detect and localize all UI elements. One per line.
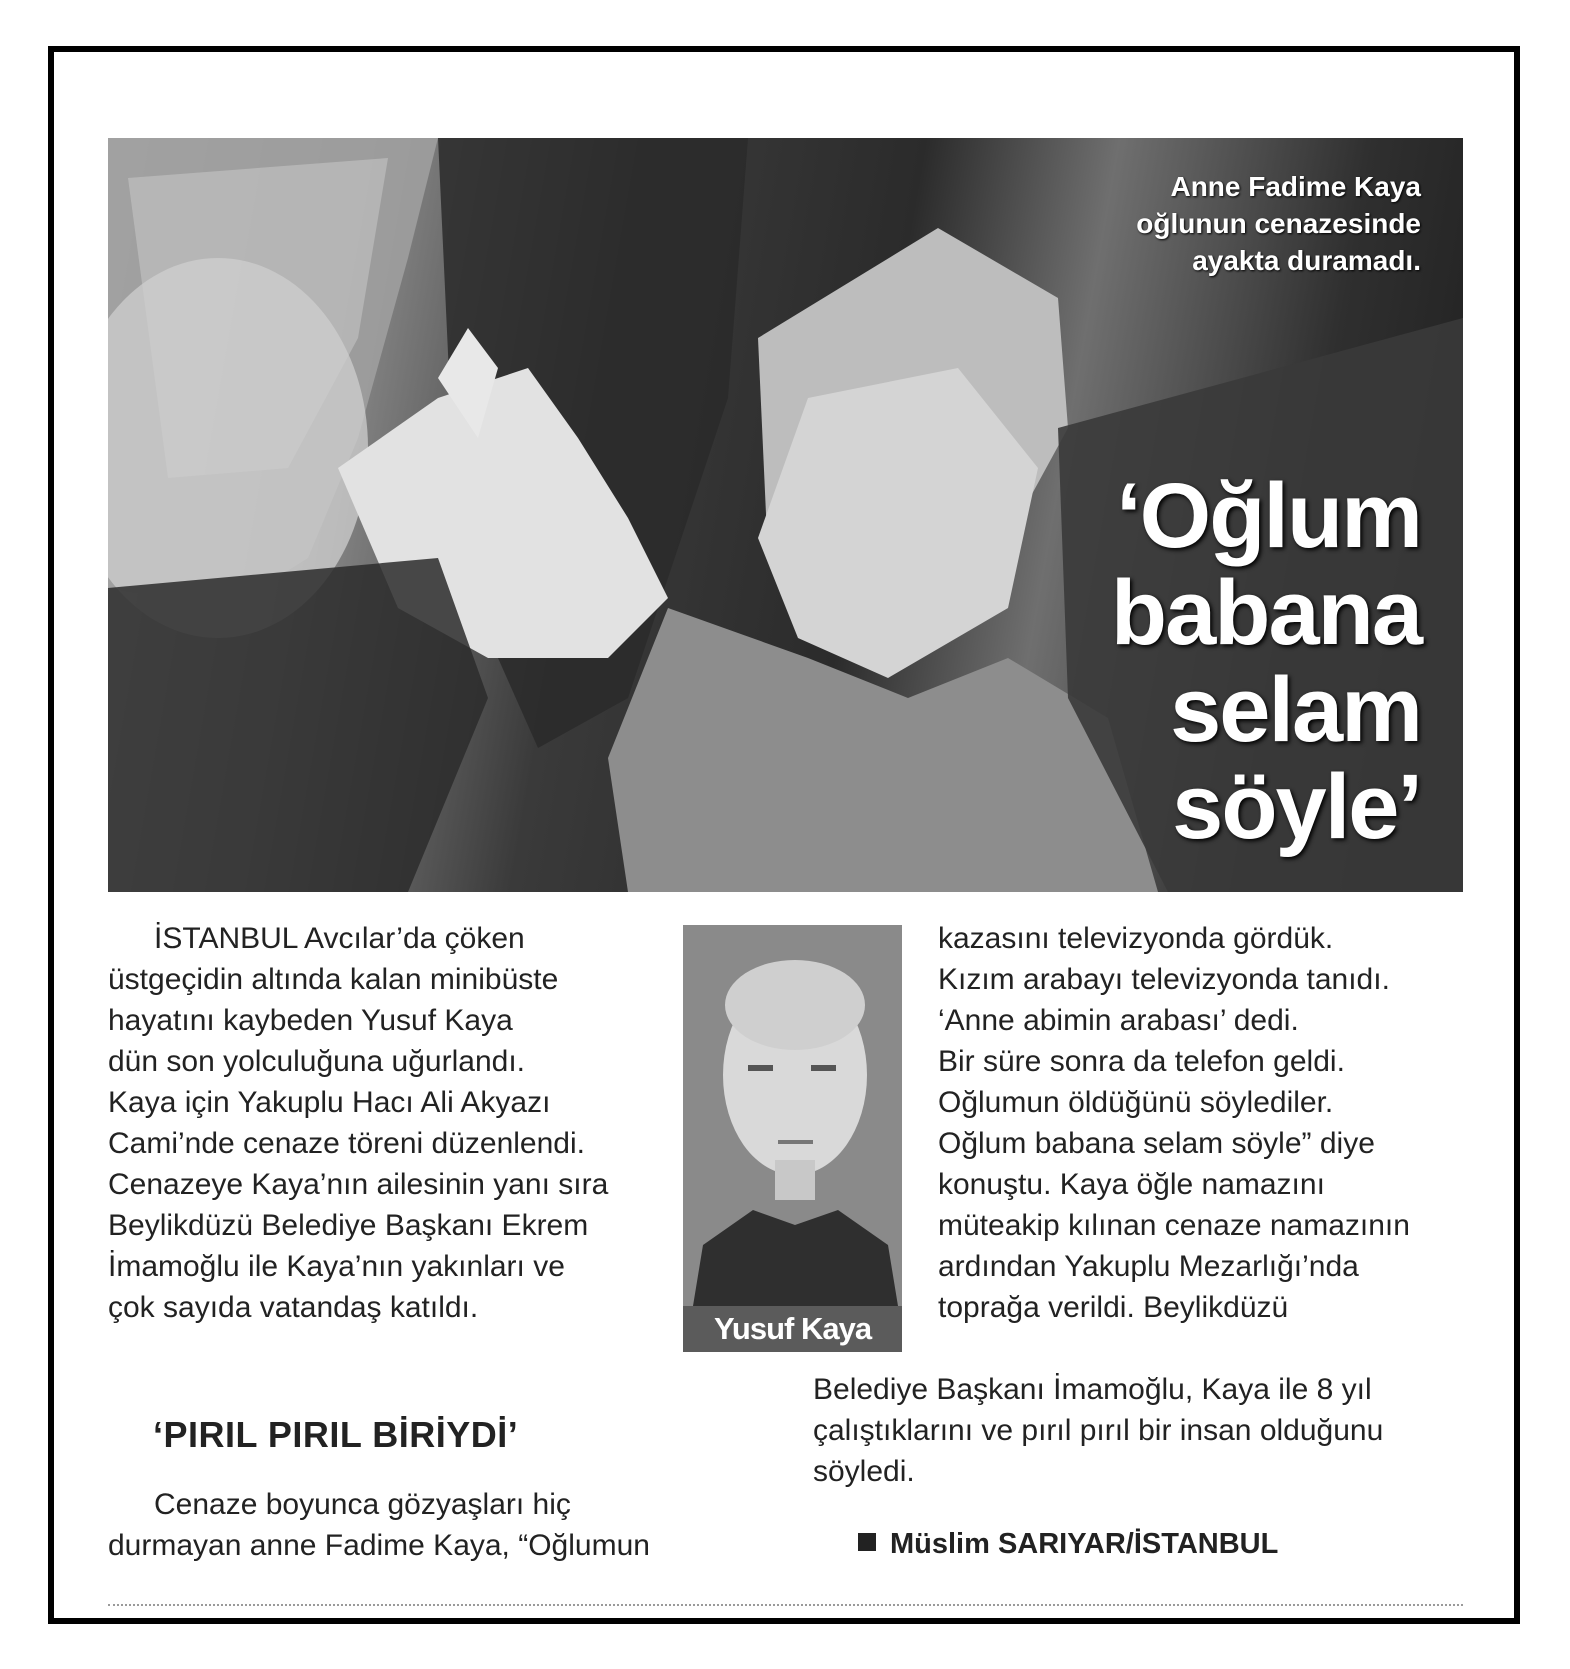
caption-line: ayakta duramadı. (1192, 245, 1421, 276)
column-1-paragraph-2 (108, 1484, 708, 1566)
subheading: ‘PIRIL PIRIL BİRİYDİ’ (153, 1414, 519, 1455)
body-line: durmayan anne Fadime Kaya, “Oğlumun (108, 1529, 650, 1562)
headline-line: ‘Oğlum (1116, 465, 1421, 567)
column-1-paragraph-1 (108, 918, 668, 1328)
body-line: söyledi. (813, 1455, 915, 1488)
body-line: Oğlumun öldüğünü söylediler. (938, 1086, 1334, 1119)
article-photo (108, 138, 1463, 892)
body-line: çalıştıklarını ve pırıl pırıl bir insan olduğunu (813, 1414, 1384, 1447)
headline-line: babana (1110, 562, 1421, 664)
portrait-photo (683, 925, 902, 1352)
body-line: Cenaze boyunca gözyaşları hiç (154, 1488, 571, 1521)
caption-line: Anne Fadime Kaya (1170, 171, 1421, 202)
headline-line: söyle’ (1172, 756, 1421, 858)
caption-line: oğlunun cenazesinde (1136, 208, 1421, 239)
byline-text: Müslim SARIYAR/İSTANBUL (890, 1528, 1279, 1560)
body-line: İSTANBUL Avcılar’da çöken (154, 922, 525, 955)
body-line: Cami’nde cenaze töreni düzenlendi. (108, 1127, 585, 1160)
byline (858, 1528, 1278, 1561)
body-line: Cenazeye Kaya’nın ailesinin yanı sıra (108, 1168, 609, 1201)
body-line: Beylikdüzü Belediye Başkanı Ekrem (108, 1209, 589, 1242)
bottom-divider (108, 1604, 1463, 1606)
body-line: müteakip kılınan cenaze namazının (938, 1209, 1410, 1242)
headline (1001, 465, 1421, 858)
body-line: konuştu. Kaya öğle namazını (938, 1168, 1325, 1201)
body-line: Bir süre sonra da telefon geldi. (938, 1045, 1345, 1078)
square-bullet-icon (858, 1533, 876, 1551)
body-line: Kızım arabayı televizyonda tanıdı. (938, 963, 1390, 996)
column-2-wide-text (813, 1369, 1463, 1492)
body-line: dün son yolculuğuna uğurlandı. (108, 1045, 525, 1078)
body-line: çok sayıda vatandaş katıldı. (108, 1291, 479, 1324)
headline-line: selam (1170, 659, 1421, 761)
portrait-shapes (683, 925, 902, 1306)
body-line: ‘Anne abimin arabası’ dedi. (938, 1004, 1299, 1037)
body-line: Kaya için Yakuplu Hacı Ali Akyazı (108, 1086, 551, 1119)
body-line: üstgeçidin altında kalan minibüste (108, 963, 559, 996)
column-2-text (938, 918, 1458, 1328)
body-line: hayatını kaybeden Yusuf Kaya (108, 1004, 513, 1037)
body-line: kazasını televizyonda gördük. (938, 922, 1334, 955)
body-line: Belediye Başkanı İmamoğlu, Kaya ile 8 yıl (813, 1373, 1372, 1406)
photo-caption (1001, 168, 1421, 279)
body-line: toprağa verildi. Beylikdüzü (938, 1291, 1289, 1324)
body-line: ardından Yakuplu Mezarlığı’nda (938, 1250, 1359, 1283)
body-line: İmamoğlu ile Kaya’nın yakınları ve (108, 1250, 565, 1283)
body-line: Oğlum babana selam söyle” diye (938, 1127, 1375, 1160)
portrait-name: Yusuf Kaya (683, 1306, 902, 1352)
